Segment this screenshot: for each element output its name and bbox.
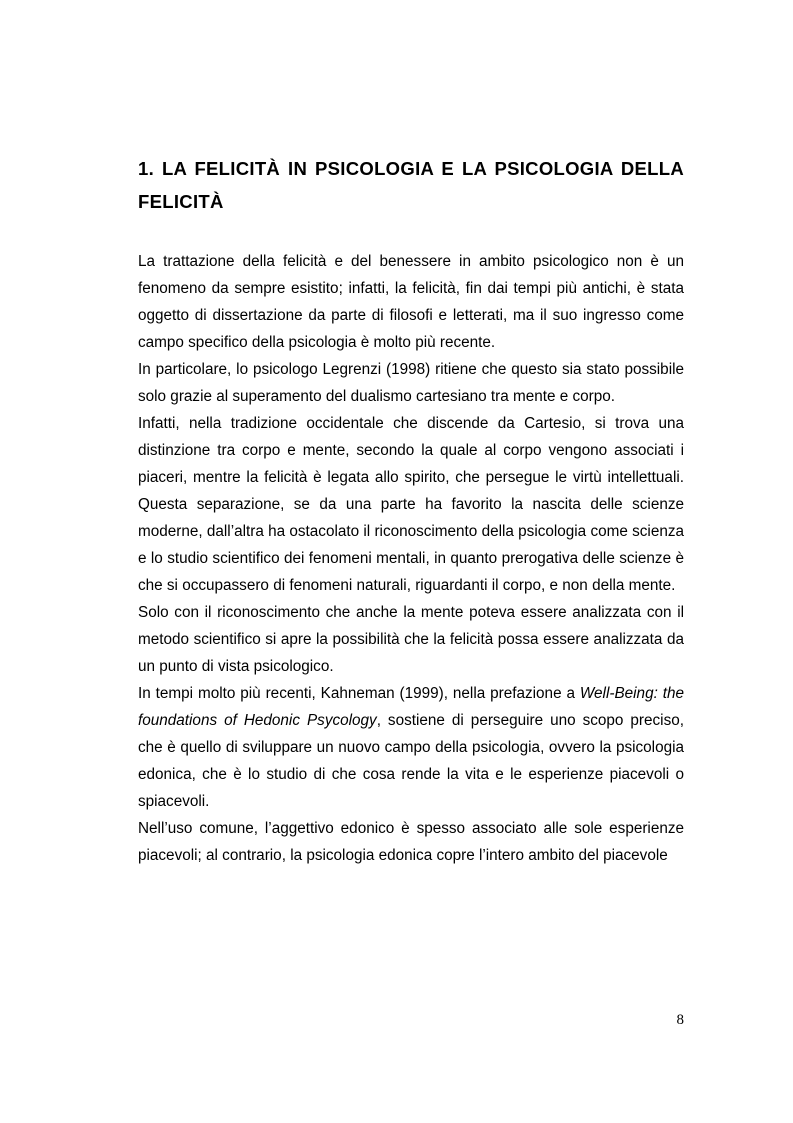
paragraph-metodo-scientifico	[138, 599, 684, 680]
paragraph-intro-text: La trattazione della felicità e del benessere in ambito psicologico non è un fenomeno da sempre esistito; infatti, la felicità, fin dai tempi più antichi, è stata oggetto di dissertazione da parte di filosofi e letterati, ma il suo ingresso come campo specifico della psicologia è molto più recente.	[138, 253, 684, 351]
paragraph-edonico-text: Nell’uso comune, l’aggettivo edonico è spesso associato alle sole esperienze piacevoli; al contrario, la psicologia edonica copre l’intero ambito del piacevole	[138, 820, 684, 864]
page-number: 8	[676, 1012, 684, 1028]
paragraph-legrenzi	[138, 356, 684, 410]
paragraph-metodo-scientifico-text: Solo con il riconoscimento che anche la mente poteva essere analizzata con il metodo scientifico si apre la possibilità che la felicità possa essere analizzata da un punto di vista psicologico.	[138, 604, 684, 675]
paragraph-kahneman-before: In tempi molto più recenti, Kahneman (1999), nella prefazione a	[138, 685, 580, 702]
chapter-title: 1. LA FELICITÀ IN PSICOLOGIA E LA PSICOLOGIA DELLA FELICITÀ	[138, 158, 684, 212]
paragraph-kahneman	[138, 680, 684, 815]
paragraph-legrenzi-text: In particolare, lo psicologo Legrenzi (1998) ritiene che questo sia stato possibile solo grazie al superamento del dualismo cartesiano tra mente e corpo.	[138, 361, 684, 405]
paragraph-edonico	[138, 815, 684, 869]
paragraph-cartesio	[138, 410, 684, 599]
paragraph-kahneman-after: , sostiene di perseguire uno scopo preciso, che è quello di sviluppare un nuovo campo della psicologia, ovvero la psicologia edonica, che è lo studio di che cosa rende la vita e le esperienze piacevoli o spiacevoli.	[138, 712, 684, 810]
paragraph-cartesio-text: Infatti, nella tradizione occidentale che discende da Cartesio, si trova una distinzione tra corpo e mente, secondo la quale al corpo vengono associati i piaceri, mentre la felicità è legata allo spirito, che persegue le virtù intellettuali. Questa separazione, se da una parte ha favorito la nascita delle scienze moderne, dall’altra ha ostacolato il riconoscimento della psicologia come scienza e lo studio scientifico dei fenomeni mentali, in quanto prerogativa delle scienze è che si occupassero di fenomeni naturali, riguardanti il corpo, e non della mente.	[138, 415, 684, 594]
body-text	[138, 248, 684, 869]
book-title: Well-Being: the foundations of Hedonic Psycology	[138, 685, 684, 729]
paragraph-intro	[138, 248, 684, 356]
